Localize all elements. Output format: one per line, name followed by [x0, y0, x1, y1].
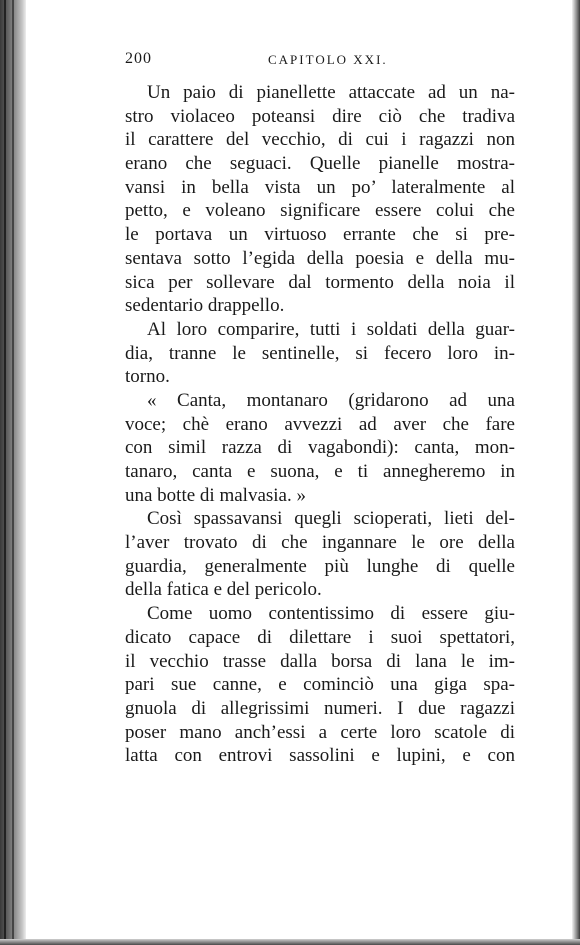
- page-header: [125, 50, 515, 72]
- text-line: con simil razza di vagabondi): canta, mon-: [125, 437, 515, 459]
- text-line: dicato capace di dilettare i suoi spettatori,: [125, 626, 515, 648]
- text-line: una botte di malvasia. »: [125, 484, 306, 506]
- text-line: « Canta, montanaro (gridarono ad una: [147, 389, 515, 411]
- text-line: guardia, generalmente più lunghe di quelle: [125, 555, 515, 577]
- text-line: dia, tranne le sentinelle, si fecero loro in-: [125, 342, 515, 364]
- text-line: l’aver trovato di che ingannare le ore della: [125, 532, 515, 554]
- book-page: [125, 50, 515, 768]
- text-line: latta con entrovi sassolini e lupini, e con: [125, 745, 515, 767]
- text-line: poser mano anch’essi a certe loro scatole di: [125, 721, 515, 743]
- spine-edge-line: [12, 0, 14, 945]
- text-line: il carattere del vecchio, di cui i ragazzi non: [125, 129, 515, 151]
- page-number: 200: [125, 50, 152, 67]
- text-line: gnuola di allegrissimi numeri. I due ragazzi: [125, 697, 515, 719]
- text-line: Un paio di pianellette attaccate ad un na-: [147, 82, 515, 103]
- text-line: il vecchio trasse dalla borsa di lana le im-: [125, 650, 515, 672]
- text-line: pari sue canne, e cominciò una giga spa-: [125, 674, 515, 696]
- text-line: sica per sollevare dal tormento della noia il: [125, 271, 515, 293]
- text-line: petto, e voleano significare essere colui che: [125, 200, 515, 222]
- text-line: stro violaceo poteansi dire ciò che tradiva: [125, 105, 515, 127]
- text-line: voce; chè erano avvezzi ad aver che fare: [125, 413, 515, 435]
- text-line: Al loro comparire, tutti i soldati della guar-: [147, 318, 515, 340]
- page-bottom-edge: [0, 939, 580, 945]
- text-line: vansi in bella vista un po’ lateralmente al: [125, 176, 515, 198]
- text-line: erano che seguaci. Quelle pianelle mostra-: [125, 153, 515, 175]
- spine-edge-line: [4, 0, 6, 945]
- body-text: [125, 81, 515, 768]
- running-head: CAPITOLO XXI.: [268, 52, 388, 67]
- text-line: sedentario drappello.: [125, 295, 285, 317]
- text-line: le portava un virtuoso errante che si pre-: [125, 224, 515, 246]
- text-line: tanaro, canta e suona, e ti annegheremo in: [125, 461, 515, 482]
- page-right-edge: [572, 0, 580, 945]
- text-line: della fatica e del pericolo.: [125, 579, 322, 601]
- text-line: sentava sotto l’egida della poesia e della mu-: [125, 247, 515, 269]
- text-line: Come uomo contentissimo di essere giu-: [147, 603, 515, 625]
- text-line: torno.: [125, 366, 170, 388]
- text-line: Così spassavansi quegli scioperati, lieti del-: [147, 508, 515, 530]
